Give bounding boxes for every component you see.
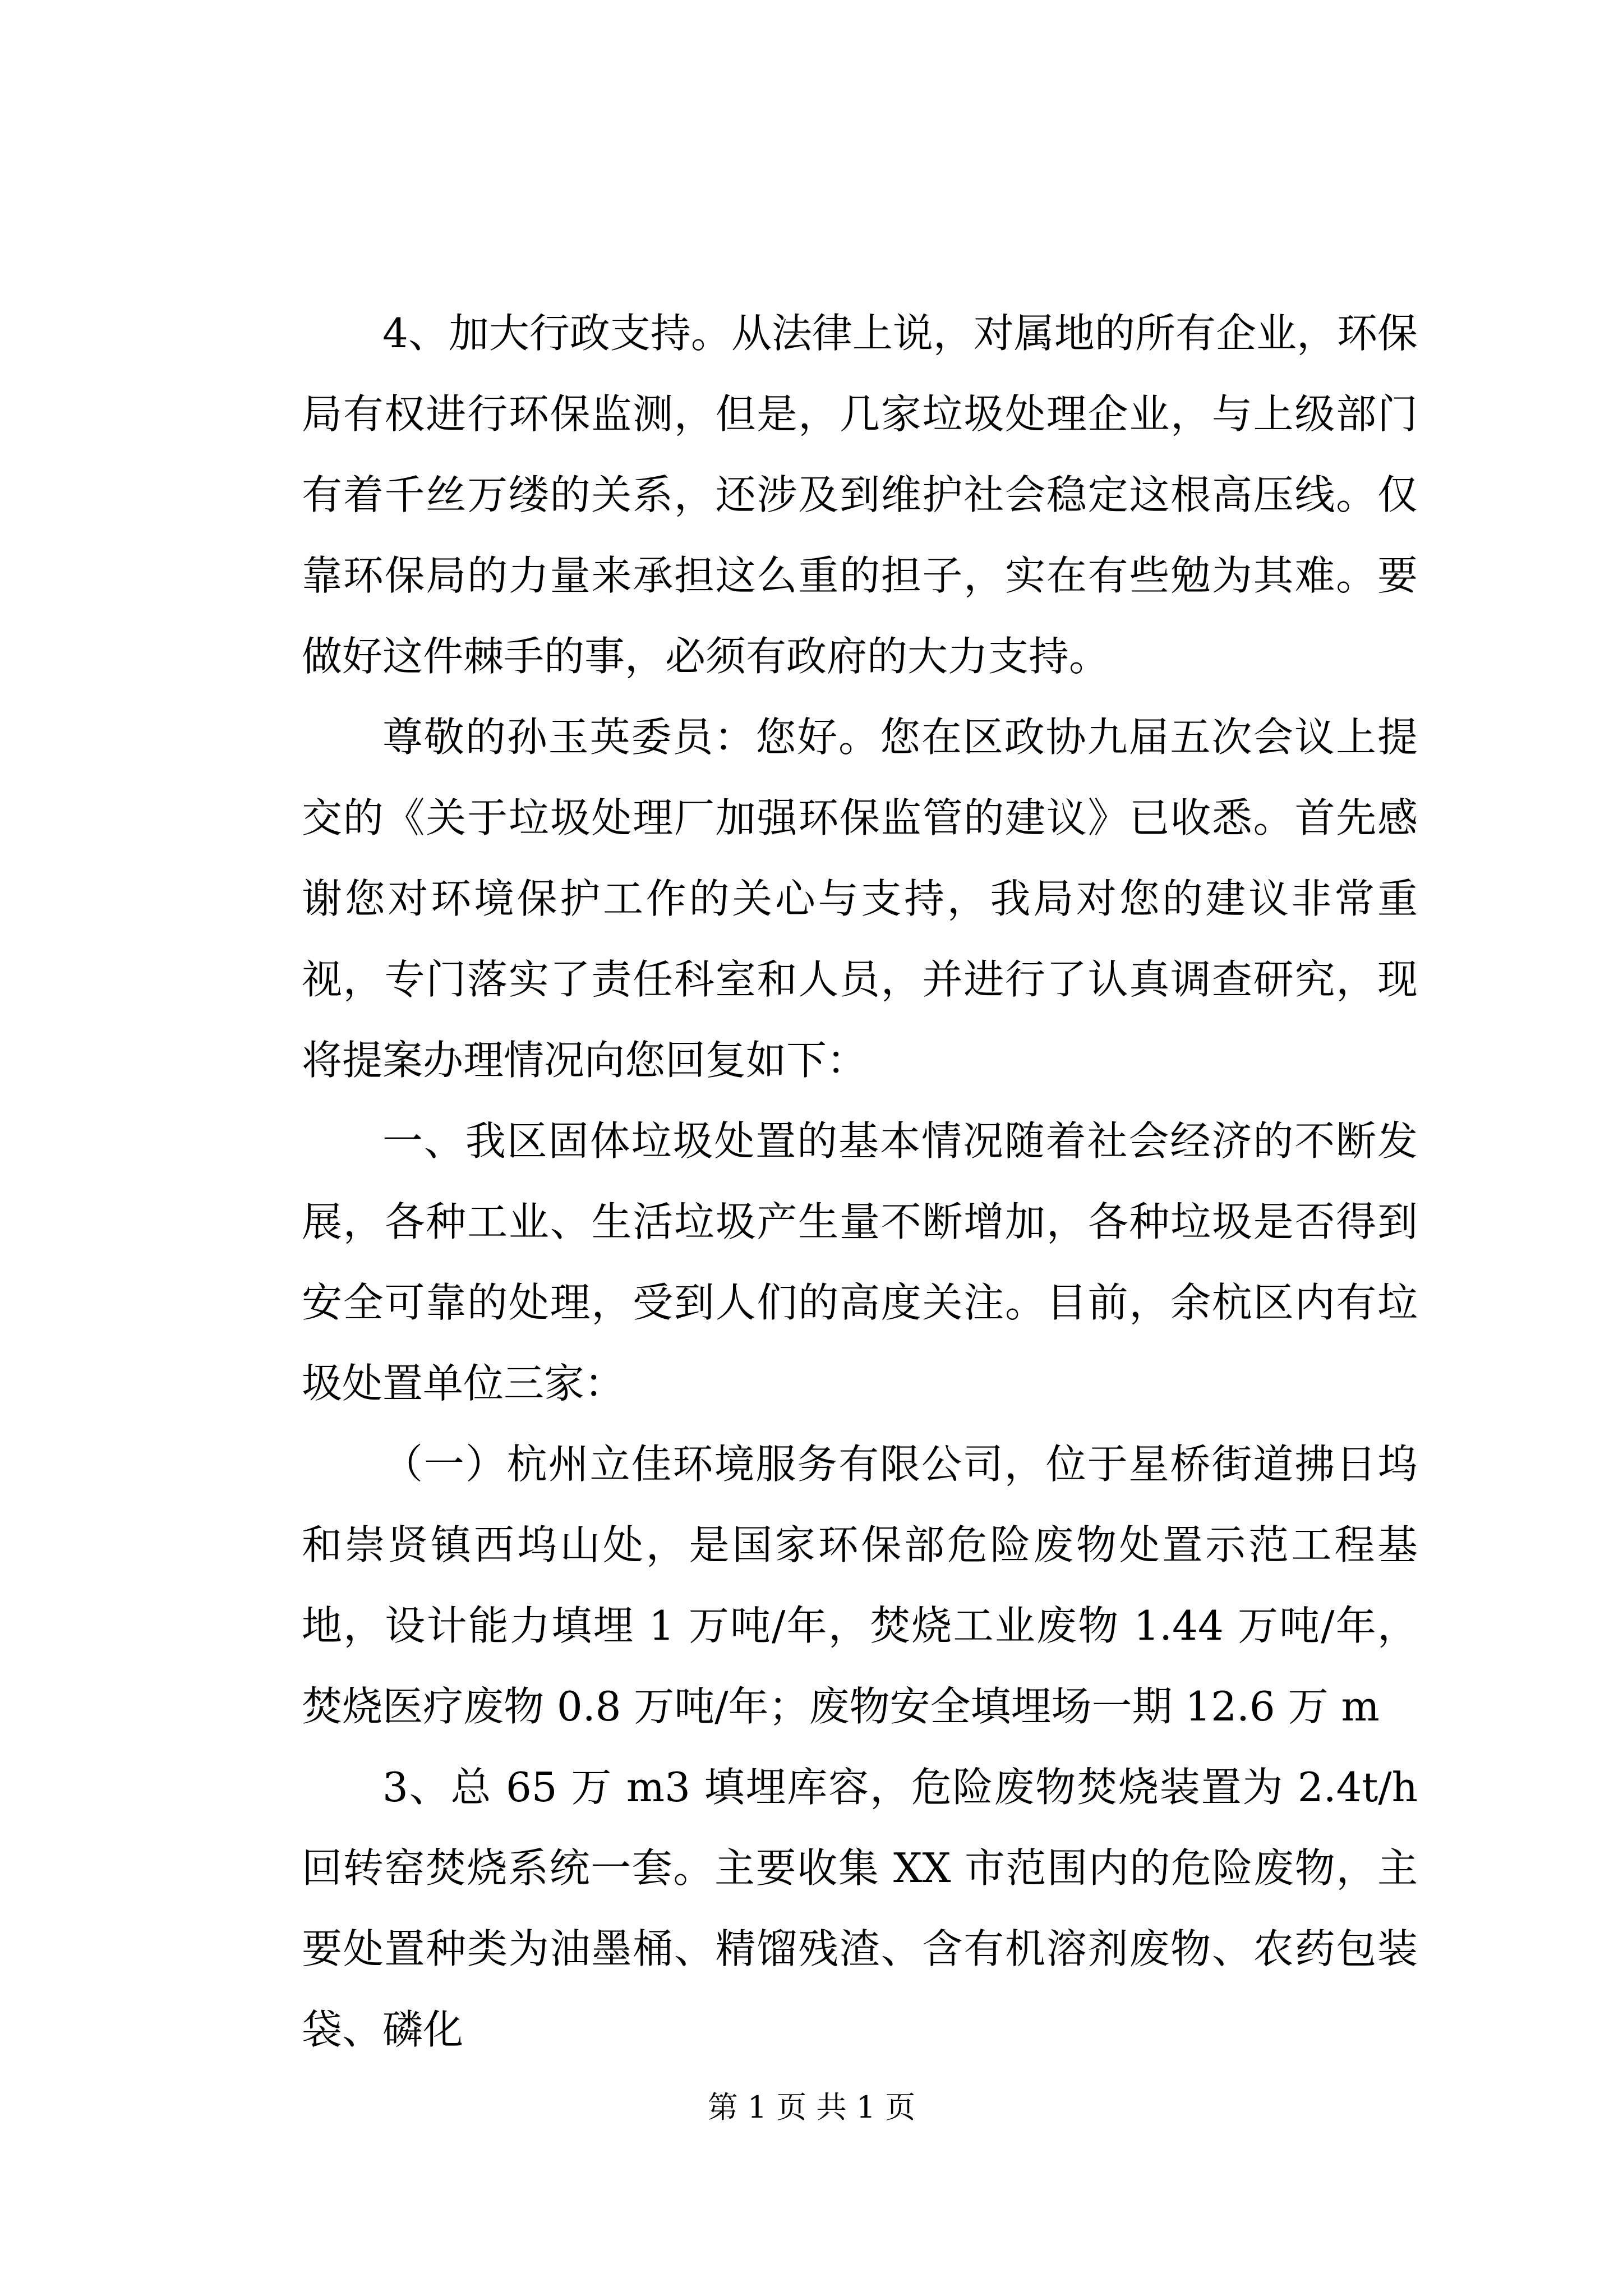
page-footer [0,2088,1623,2127]
page-number: 第 1 页 共 1 页 [707,2090,916,2125]
paragraph-landfill-capacity: 3、总 65 万 m3 填埋库容，危险废物焚烧装置为 2.4t/h 回转窑焚烧系统一套。主要收集 XX 市范围内的危险废物，主要处置种类为油墨桶、精馏残渣、含有机溶剂废物、农药包装袋、磷化 [302,1764,1418,2053]
document-body [302,293,1418,2070]
paragraph-company-one: （一）杭州立佳环境服务有限公司，位于星桥街道拂日坞和崇贤镇西坞山处，是国家环保部危险废物处置示范工程基地，设计能力填埋 1 万吨/年，焚烧工业废物 1.44 万吨/年，焚烧医疗废物 0.8 万吨/年；废物安全填埋场一期 12.6 万 m [302,1441,1418,1730]
paragraph-administrative-support: 4、加大行政支持。从法律上说，对属地的所有企业，环保局有权进行环保监测，但是，几家垃圾处理企业，与上级部门有着千丝万缕的关系，还涉及到维护社会稳定这根高压线。仅靠环保局的力量来承担这么重的担子，实在有些勉为其难。要做好这件棘手的事，必须有政府的大力支持。 [302,310,1418,680]
paragraph-basic-situation: 一、我区固体垃圾处置的基本情况随着社会经济的不断发展，各种工业、生活垃圾产生量不断增加，各种垃圾是否得到安全可靠的处理，受到人们的高度关注。目前，余杭区内有垃圾处置单位三家： [302,1117,1418,1407]
paragraph-reply-greeting: 尊敬的孙玉英委员：您好。您在区政协九届五次会议上提交的《关于垃圾处理厂加强环保监管的建议》已收悉。首先感谢您对环境保护工作的关心与支持，我局对您的建议非常重视，专门落实了责任科室和人员，并进行了认真调查研究，现将提案办理情况向您回复如下： [302,714,1418,1084]
